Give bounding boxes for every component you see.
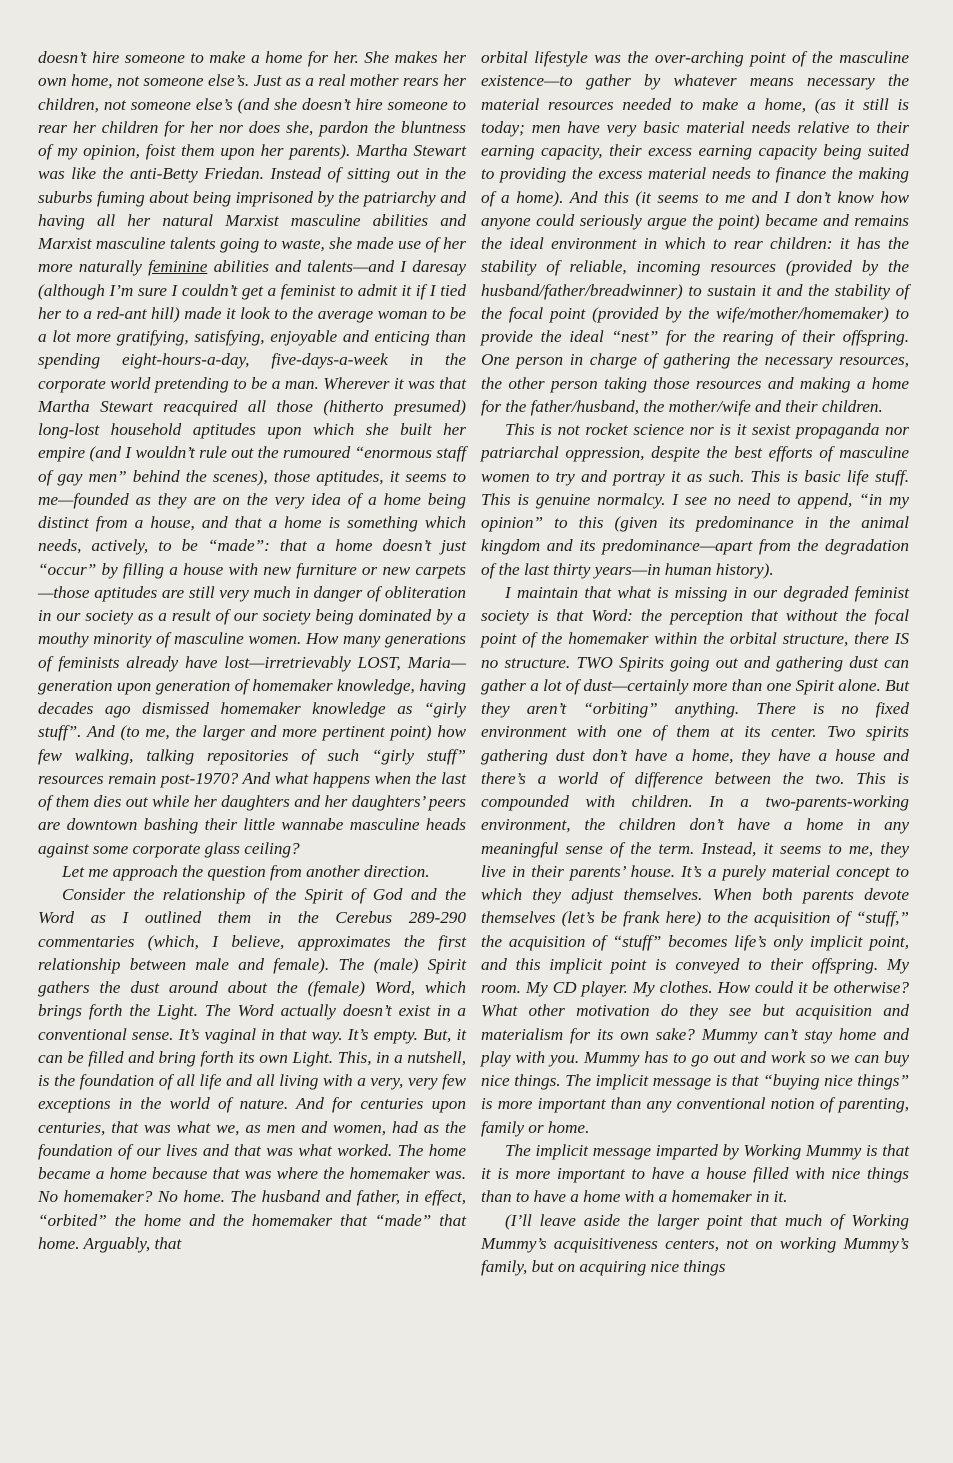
underlined-word: feminine [148, 257, 208, 277]
paragraph: Consider the relationship of the Spirit of God and the Word as I outlined them in the Cerebus 289-290 commentaries (which, I believe, approximates the first relationship between male and female). The (male) Spirit gathers the dust around about the (female) Word, which brings forth the Light. The Word actually doesn’t exist in a conventional sense. It’s vaginal in that way. It’s empty. But, it can be filled and bring forth its own Light. This, in a nutshell, is the foundation of all life and all living with a very, very few exceptions in the world of nature. And for centuries upon centuries, that was what we, as men and women, had as the foundation of our lives and that was what worked. The home became a home because that was where the homemaker was. No homemaker? No home. The husband and father, in effect, “orbited” the home and the homemaker that “made” that home. Arguably, that [38, 885, 466, 1253]
left-column [38, 46, 466, 1463]
paragraph: (I’ll leave aside the larger point that much of Working Mummy’s acquisitiveness centers, not on working Mummy’s family, but on acquiring nice things [481, 1210, 909, 1276]
paragraph: The implicit message imparted by Working Mummy is that it is more important to have a house filled with nice things than to have a home with a homemaker in it. [481, 1140, 909, 1207]
paragraph: Let me approach the question from another direction. [62, 861, 430, 881]
paragraph: doesn’t hire someone to make a home for her. She makes her own home, not someone else’s. Just as a real mother rears her children, not someone else’s (and she doesn’t hire someone to rear her children for her nor does she, pardon the bluntness of my opinion, foist them upon her parents). Martha Stewart was like the anti-Betty Friedan. Instead of sitting out in the suburbs fuming about being imprisoned by the patriarchy and having all her natural Marxist masculine abilities and Marxist masculine talents going to waste, she made use of her more naturally feminine abilities and talents—and I daresay (although I’m sure I couldn’t get a feminist to admit it if I tied her to a red-ant hill) made it look to the average woman to be a lot more gratifying, satisfying, enjoyable and enticing than spending eight-hours-a-day, five-days-a-week in the corporate world pretending to be a man. Wherever it was that Martha Stewart reacquired all those (hitherto presumed) long-lost household aptitudes upon which she built her empire (and I wouldn’t rule out the rumoured “enormous staff of gay men” behind the scenes), those aptitudes, it seems to me—founded as they are on the very idea of a home being distinct from a house, and that a home is something which needs, actively, to be “made”: that a home doesn’t just “occur” by filling a house with new furniture or new carpets—those aptitudes are still very much in danger of obliteration in our society as a result of our society being dominated by a mouthy minority of masculine women. How many generations of feminists already have lost—irretrievably LOST, Maria—generation upon generation of homemaker knowledge, having decades ago dismissed homemaker knowledge as “girly stuff”. And (to me, the larger and more pertinent point) how few walking, talking repositories of such “girly stuff” resources remain post-1970? And what happens when the last of them dies out while her daughters and her daughters’ peers are downtown bashing their little wannabe masculine heads against some corporate glass ceiling? [38, 48, 467, 858]
paragraph: orbital lifestyle was the over-arching point of the masculine existence—to gather by whatever means necessary the material resources needed to make a home, (as it still is today; men have very basic material needs relative to their earning capacity, their excess earning capacity being suited to providing the excess material needs to finance the making of a home). And this (it seems to me and I don’t know how anyone could seriously argue the point) became and remains the ideal environment in which to rear children: it has the stability of reliable, incoming resources (provided by the husband/father/breadwinner) to sustain it and the stability of the focal point (provided by the wife/mother/homemaker) to provide the ideal “nest” for the rearing of their offspring. One person in charge of gathering the necessary resources, the other person taking those resources and making a home for the father/husband, the mother/wife and their children. [481, 48, 909, 416]
paragraph: This is not rocket science nor is it sexist propaganda nor patriarchal oppression, despite the best efforts of masculine women to try and portray it as such. This is basic life stuff. This is genuine normalcy. I see no need to append, “in my opinion” to this (given its predominance in the animal kingdom and its predominance—apart from the degradation of the last thirty years—in human history). [481, 420, 909, 579]
paragraph: I maintain that what is missing in our degraded feminist society is that Word: the perception that without the focal point of the homemaker within the orbital structure, there IS no structure. TWO Spirits going out and gathering dust can gather a lot of dust—certainly more than one Spirit alone. But they aren’t “orbiting” anything. There is no fixed environment with one of them at its center. Two spirits gathering dust don’t have a home, they have a house and there’s a world of difference between the two. This is compounded with children. In a two-parents-working environment, the children don’t have a home in any meaningful sense of the term. Instead, it seems to me, they live in their parents’ house. It’s a purely material concept to which they adjust themselves. When both parents devote themselves (let’s be frank here) to the acquisition of “stuff,” the acquisition of “stuff” becomes life’s only implicit point, and this implicit point is conveyed to their offspring. My room. My CD player. My clothes. How could it be otherwise? What other motivation do they see but acquisition and materialism for its own sake? Mummy can’t stay home and play with you. Mummy has to go out and work so we can buy nice things. The implicit message is that “buying nice things” is more important than any conventional notion of parenting, family or home. [481, 582, 909, 1137]
right-column [481, 46, 909, 1463]
